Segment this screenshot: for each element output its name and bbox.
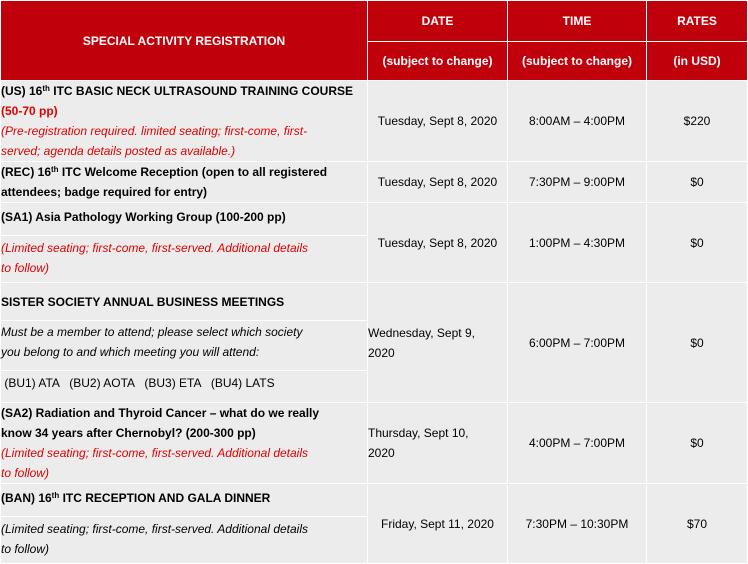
time-cell: 7:30PM – 10:30PM (508, 484, 647, 564)
rates-column-header: RATES (647, 1, 748, 42)
activity-cell (1, 81, 368, 162)
date-cell (368, 403, 508, 484)
date-column-subheader: (subject to change) (368, 42, 508, 81)
date-column-header: DATE (368, 1, 508, 42)
activity-note: Must be a member to attend; please select which society (1, 325, 303, 339)
time-cell: 8:00AM – 4:00PM (508, 81, 647, 162)
activity-cell (1, 203, 368, 283)
society-options: (BU1) ATA (BU2) AOTA (BU3) ETA (BU4) LATS (1, 376, 275, 390)
activity-note: (Limited seating; first-come, first-served. Additional details (1, 522, 309, 536)
rate-cell: $0 (647, 403, 748, 484)
activity-cell (1, 403, 368, 484)
rate-cell: $0 (647, 162, 748, 203)
date-cell: Tuesday, Sept 8, 2020 (368, 162, 508, 203)
time-cell: 6:00PM – 7:00PM (508, 283, 647, 403)
rate-cell: $0 (647, 203, 748, 283)
table-row (1, 484, 748, 564)
rate-cell: $0 (647, 283, 748, 403)
activity-title: (US) 16th ITC BASIC NECK ULTRASOUND TRAINING COURSE (1, 84, 354, 98)
table-row (1, 403, 748, 484)
activity-title: (SA1) Asia Pathology Working Group (100-200 pp) (0, 207, 370, 236)
date-line: 2020 (368, 345, 395, 360)
activity-title: (SA2) Radiation and Thyroid Cancer – what do we really (1, 406, 320, 420)
activity-cell (1, 283, 368, 403)
time-column-header: TIME (508, 1, 647, 42)
activity-title-continued: attendees; badge required for entry) (1, 185, 208, 199)
time-cell: 1:00PM – 4:30PM (508, 203, 647, 283)
date-cell: Friday, Sept 11, 2020 (368, 484, 508, 564)
activity-cell (1, 484, 368, 564)
activity-note: served; agenda details posted as available.) (1, 144, 236, 158)
activity-note: (Limited seating; first-come, first-served. Additional details (1, 241, 309, 255)
table-row (1, 283, 748, 403)
date-line: Wednesday, Sept 9, (368, 325, 475, 340)
rate-cell: $220 (647, 81, 748, 162)
table-row (1, 162, 748, 203)
activity-note: (Limited seating; first-come, first-served. Additional details (1, 446, 309, 460)
activity-title: (BAN) 16th ITC RECEPTION AND GALA DINNER (0, 488, 370, 517)
activity-note: (Pre-registration required. limited seating; first-come, first- (1, 124, 308, 138)
time-column-subheader: (subject to change) (508, 42, 647, 81)
activity-title-continued: know 34 years after Chernobyl? (200-300 pp) (1, 426, 256, 440)
date-cell (368, 283, 508, 403)
activity-capacity: (50-70 pp) (1, 104, 58, 118)
date-cell: Tuesday, Sept 8, 2020 (368, 203, 508, 283)
date-line: 2020 (368, 446, 395, 460)
activity-note: you belong to and which meeting you will attend: (0, 342, 370, 371)
activity-cell (1, 162, 368, 203)
activity-title: SISTER SOCIETY ANNUAL BUSINESS MEETINGS (0, 292, 370, 321)
date-line: Thursday, Sept 10, (368, 426, 469, 440)
rate-cell: $70 (647, 484, 748, 564)
time-cell: 4:00PM – 7:00PM (508, 403, 647, 484)
activity-note: to follow) (1, 261, 50, 275)
activity-title: (REC) 16th ITC Welcome Reception (open to all registered (1, 165, 328, 179)
activity-column-header: SPECIAL ACTIVITY REGISTRATION (1, 1, 368, 81)
table-row (1, 81, 748, 162)
date-cell: Tuesday, Sept 8, 2020 (368, 81, 508, 162)
activity-note: to follow) (1, 466, 50, 480)
header-row (1, 1, 748, 42)
time-cell: 7:30PM – 9:00PM (508, 162, 647, 203)
table-row (1, 203, 748, 283)
rates-column-subheader: (in USD) (647, 42, 748, 81)
activity-note: to follow) (1, 542, 50, 556)
